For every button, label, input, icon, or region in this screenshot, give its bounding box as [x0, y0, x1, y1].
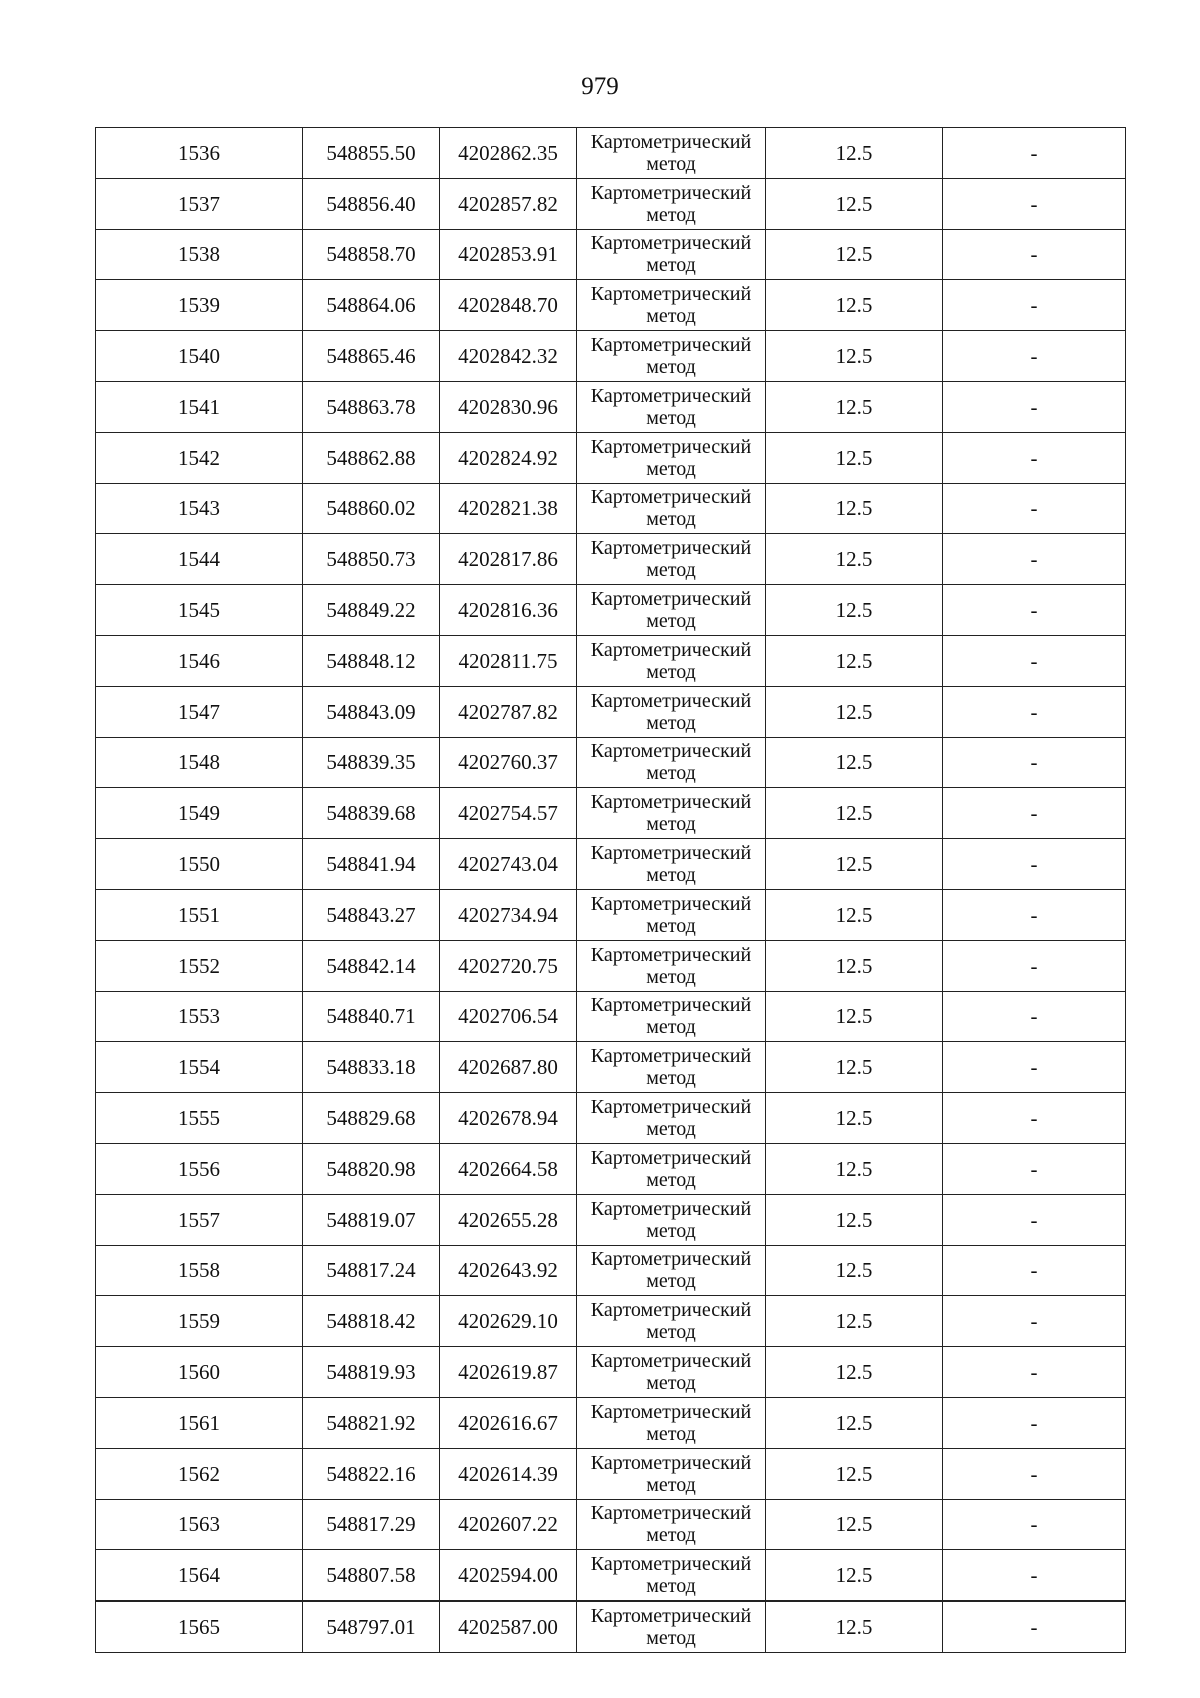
method-cell: [577, 1601, 766, 1652]
method-cell: [577, 128, 766, 179]
table-row: [96, 331, 1126, 382]
x-coordinate-cell: 548864.06: [303, 280, 440, 331]
method-cell: [577, 1245, 766, 1296]
accuracy-cell: 12.5: [766, 381, 943, 432]
method-line-1: Картометрический: [590, 1045, 752, 1068]
note-cell: -: [943, 128, 1126, 179]
accuracy-cell: 12.5: [766, 585, 943, 636]
table-row: [96, 280, 1126, 331]
point-number-cell: 1544: [96, 534, 303, 585]
method-line-1: Картометрический: [590, 1553, 752, 1576]
point-number-cell: 1540: [96, 331, 303, 382]
method-line-2: метод: [646, 1118, 696, 1141]
method-line-1: Картометрический: [590, 892, 752, 915]
point-number-cell: 1542: [96, 432, 303, 483]
point-number-cell: 1559: [96, 1296, 303, 1347]
point-number-cell: 1557: [96, 1194, 303, 1245]
x-coordinate-cell: 548843.09: [303, 686, 440, 737]
accuracy-cell: 12.5: [766, 1245, 943, 1296]
method-line-1: Картометрический: [590, 537, 752, 560]
method-line-1: Картометрический: [590, 1197, 752, 1220]
y-coordinate-cell: 4202811.75: [440, 635, 577, 686]
method-line-2: метод: [646, 1524, 696, 1547]
x-coordinate-cell: 548863.78: [303, 381, 440, 432]
method-line-2: метод: [646, 457, 696, 480]
note-cell: -: [943, 1601, 1126, 1652]
method-line-2: метод: [646, 1321, 696, 1344]
accuracy-cell: 12.5: [766, 1347, 943, 1398]
method-cell: [577, 940, 766, 991]
page-number: 979: [581, 73, 619, 100]
x-coordinate-cell: 548833.18: [303, 1042, 440, 1093]
point-number-cell: 1558: [96, 1245, 303, 1296]
accuracy-cell: 12.5: [766, 991, 943, 1042]
x-coordinate-cell: 548818.42: [303, 1296, 440, 1347]
accuracy-cell: 12.5: [766, 686, 943, 737]
table-row: [96, 1397, 1126, 1448]
accuracy-cell: 12.5: [766, 737, 943, 788]
method-line-1: Картометрический: [590, 334, 752, 357]
table-row: [96, 1194, 1126, 1245]
method-line-2: метод: [646, 1067, 696, 1090]
point-number-cell: 1548: [96, 737, 303, 788]
method-line-2: метод: [646, 1575, 696, 1598]
method-line-1: Картометрический: [590, 1400, 752, 1423]
method-cell: [577, 178, 766, 229]
x-coordinate-cell: 548850.73: [303, 534, 440, 585]
accuracy-cell: 12.5: [766, 1194, 943, 1245]
method-line-1: Картометрический: [590, 283, 752, 306]
method-cell: [577, 1397, 766, 1448]
note-cell: -: [943, 585, 1126, 636]
note-cell: -: [943, 1143, 1126, 1194]
table-row: [96, 432, 1126, 483]
method-line-2: метод: [646, 610, 696, 633]
accuracy-cell: 12.5: [766, 839, 943, 890]
method-line-2: метод: [646, 965, 696, 988]
accuracy-cell: 12.5: [766, 1448, 943, 1499]
y-coordinate-cell: 4202817.86: [440, 534, 577, 585]
note-cell: -: [943, 1448, 1126, 1499]
accuracy-cell: 12.5: [766, 1397, 943, 1448]
table-row: [96, 1347, 1126, 1398]
y-coordinate-cell: 4202787.82: [440, 686, 577, 737]
x-coordinate-cell: 548840.71: [303, 991, 440, 1042]
accuracy-cell: 12.5: [766, 280, 943, 331]
note-cell: -: [943, 889, 1126, 940]
method-line-2: метод: [646, 914, 696, 937]
method-cell: [577, 1347, 766, 1398]
x-coordinate-cell: 548839.68: [303, 788, 440, 839]
note-cell: -: [943, 331, 1126, 382]
x-coordinate-cell: 548839.35: [303, 737, 440, 788]
method-line-2: метод: [646, 508, 696, 531]
x-coordinate-cell: 548865.46: [303, 331, 440, 382]
method-line-2: метод: [646, 864, 696, 887]
method-line-1: Картометрический: [590, 842, 752, 865]
point-number-cell: 1545: [96, 585, 303, 636]
accuracy-cell: 12.5: [766, 1550, 943, 1601]
method-cell: [577, 1448, 766, 1499]
x-coordinate-cell: 548829.68: [303, 1093, 440, 1144]
y-coordinate-cell: 4202687.80: [440, 1042, 577, 1093]
point-number-cell: 1552: [96, 940, 303, 991]
x-coordinate-cell: 548841.94: [303, 839, 440, 890]
point-number-cell: 1537: [96, 178, 303, 229]
method-cell: [577, 1042, 766, 1093]
note-cell: -: [943, 737, 1126, 788]
accuracy-cell: 12.5: [766, 1601, 943, 1652]
method-line-1: Картометрический: [590, 232, 752, 255]
point-number-cell: 1539: [96, 280, 303, 331]
table-row: [96, 534, 1126, 585]
method-cell: [577, 1296, 766, 1347]
accuracy-cell: 12.5: [766, 940, 943, 991]
method-line-2: метод: [646, 1473, 696, 1496]
x-coordinate-cell: 548817.29: [303, 1499, 440, 1550]
method-line-1: Картометрический: [590, 1502, 752, 1525]
method-line-1: Картометрический: [590, 943, 752, 966]
note-cell: -: [943, 483, 1126, 534]
method-line-2: метод: [646, 406, 696, 429]
table-row: [96, 940, 1126, 991]
note-cell: -: [943, 1347, 1126, 1398]
method-line-2: метод: [646, 203, 696, 226]
x-coordinate-cell: 548849.22: [303, 585, 440, 636]
x-coordinate-cell: 548817.24: [303, 1245, 440, 1296]
table-row: [96, 788, 1126, 839]
y-coordinate-cell: 4202853.91: [440, 229, 577, 280]
method-cell: [577, 635, 766, 686]
note-cell: -: [943, 940, 1126, 991]
x-coordinate-cell: 548848.12: [303, 635, 440, 686]
accuracy-cell: 12.5: [766, 128, 943, 179]
note-cell: -: [943, 1499, 1126, 1550]
method-line-2: метод: [646, 1422, 696, 1445]
point-number-cell: 1564: [96, 1550, 303, 1601]
method-cell: [577, 686, 766, 737]
table-row: [96, 1499, 1126, 1550]
method-line-1: Картометрический: [590, 791, 752, 814]
method-line-2: метод: [646, 660, 696, 683]
x-coordinate-cell: 548843.27: [303, 889, 440, 940]
y-coordinate-cell: 4202760.37: [440, 737, 577, 788]
method-line-2: метод: [646, 762, 696, 785]
method-line-2: метод: [646, 254, 696, 277]
note-cell: -: [943, 839, 1126, 890]
point-number-cell: 1556: [96, 1143, 303, 1194]
point-number-cell: 1541: [96, 381, 303, 432]
method-cell: [577, 839, 766, 890]
method-line-2: метод: [646, 1168, 696, 1191]
accuracy-cell: 12.5: [766, 331, 943, 382]
method-cell: [577, 889, 766, 940]
method-cell: [577, 331, 766, 382]
y-coordinate-cell: 4202587.00: [440, 1601, 577, 1652]
table-row: [96, 991, 1126, 1042]
accuracy-cell: 12.5: [766, 1143, 943, 1194]
point-number-cell: 1551: [96, 889, 303, 940]
table-row: [96, 686, 1126, 737]
point-number-cell: 1538: [96, 229, 303, 280]
table-row: [96, 1550, 1126, 1601]
note-cell: -: [943, 788, 1126, 839]
y-coordinate-cell: 4202816.36: [440, 585, 577, 636]
y-coordinate-cell: 4202607.22: [440, 1499, 577, 1550]
x-coordinate-cell: 548862.88: [303, 432, 440, 483]
y-coordinate-cell: 4202678.94: [440, 1093, 577, 1144]
note-cell: -: [943, 229, 1126, 280]
y-coordinate-cell: 4202734.94: [440, 889, 577, 940]
point-number-cell: 1536: [96, 128, 303, 179]
method-line-1: Картометрический: [590, 1248, 752, 1271]
table-row: [96, 128, 1126, 179]
method-line-1: Картометрический: [590, 130, 752, 153]
note-cell: -: [943, 1397, 1126, 1448]
table-body: [96, 128, 1126, 1653]
table-row: [96, 1601, 1126, 1652]
method-line-2: метод: [646, 1270, 696, 1293]
y-coordinate-cell: 4202594.00: [440, 1550, 577, 1601]
y-coordinate-cell: 4202629.10: [440, 1296, 577, 1347]
table-row: [96, 1448, 1126, 1499]
x-coordinate-cell: 548797.01: [303, 1601, 440, 1652]
accuracy-cell: 12.5: [766, 534, 943, 585]
table-row: [96, 1143, 1126, 1194]
method-cell: [577, 585, 766, 636]
point-number-cell: 1561: [96, 1397, 303, 1448]
method-line-2: метод: [646, 305, 696, 328]
method-line-1: Картометрический: [590, 1299, 752, 1322]
table-row: [96, 381, 1126, 432]
method-cell: [577, 1550, 766, 1601]
y-coordinate-cell: 4202824.92: [440, 432, 577, 483]
method-line-1: Картометрический: [590, 1605, 752, 1627]
point-number-cell: 1550: [96, 839, 303, 890]
x-coordinate-cell: 548858.70: [303, 229, 440, 280]
method-line-1: Картометрический: [590, 1350, 752, 1373]
method-line-1: Картометрический: [590, 689, 752, 712]
note-cell: -: [943, 686, 1126, 737]
y-coordinate-cell: 4202614.39: [440, 1448, 577, 1499]
point-number-cell: 1543: [96, 483, 303, 534]
note-cell: -: [943, 381, 1126, 432]
y-coordinate-cell: 4202848.70: [440, 280, 577, 331]
accuracy-cell: 12.5: [766, 788, 943, 839]
y-coordinate-cell: 4202643.92: [440, 1245, 577, 1296]
method-line-1: Картометрический: [590, 1096, 752, 1119]
method-line-1: Картометрический: [590, 994, 752, 1017]
note-cell: -: [943, 1042, 1126, 1093]
table-row: [96, 635, 1126, 686]
table-row: [96, 1042, 1126, 1093]
method-line-1: Картометрический: [590, 435, 752, 458]
note-cell: -: [943, 1093, 1126, 1144]
accuracy-cell: 12.5: [766, 229, 943, 280]
method-cell: [577, 1143, 766, 1194]
note-cell: -: [943, 1296, 1126, 1347]
point-number-cell: 1565: [96, 1601, 303, 1652]
y-coordinate-cell: 4202743.04: [440, 839, 577, 890]
method-cell: [577, 1194, 766, 1245]
table-row: [96, 229, 1126, 280]
note-cell: -: [943, 1245, 1126, 1296]
table-row: [96, 1296, 1126, 1347]
method-line-2: метод: [646, 1016, 696, 1039]
x-coordinate-cell: 548820.98: [303, 1143, 440, 1194]
point-number-cell: 1554: [96, 1042, 303, 1093]
point-number-cell: 1555: [96, 1093, 303, 1144]
method-cell: [577, 1499, 766, 1550]
x-coordinate-cell: 548821.92: [303, 1397, 440, 1448]
y-coordinate-cell: 4202655.28: [440, 1194, 577, 1245]
y-coordinate-cell: 4202619.87: [440, 1347, 577, 1398]
y-coordinate-cell: 4202706.54: [440, 991, 577, 1042]
method-line-1: Картометрический: [590, 588, 752, 611]
method-line-1: Картометрический: [590, 486, 752, 509]
method-line-2: метод: [646, 1219, 696, 1242]
method-line-2: метод: [646, 1627, 696, 1649]
method-line-2: метод: [646, 559, 696, 582]
method-line-1: Картометрический: [590, 740, 752, 763]
method-cell: [577, 229, 766, 280]
method-cell: [577, 991, 766, 1042]
y-coordinate-cell: 4202616.67: [440, 1397, 577, 1448]
accuracy-cell: 12.5: [766, 635, 943, 686]
method-cell: [577, 534, 766, 585]
accuracy-cell: 12.5: [766, 1042, 943, 1093]
note-cell: -: [943, 1550, 1126, 1601]
accuracy-cell: 12.5: [766, 483, 943, 534]
x-coordinate-cell: 548860.02: [303, 483, 440, 534]
note-cell: -: [943, 280, 1126, 331]
y-coordinate-cell: 4202754.57: [440, 788, 577, 839]
note-cell: -: [943, 1194, 1126, 1245]
y-coordinate-cell: 4202857.82: [440, 178, 577, 229]
x-coordinate-cell: 548819.07: [303, 1194, 440, 1245]
method-line-1: Картометрический: [590, 1146, 752, 1169]
method-line-2: метод: [646, 1372, 696, 1395]
x-coordinate-cell: 548822.16: [303, 1448, 440, 1499]
y-coordinate-cell: 4202842.32: [440, 331, 577, 382]
x-coordinate-cell: 548842.14: [303, 940, 440, 991]
method-line-1: Картометрический: [590, 384, 752, 407]
accuracy-cell: 12.5: [766, 889, 943, 940]
accuracy-cell: 12.5: [766, 1296, 943, 1347]
point-number-cell: 1563: [96, 1499, 303, 1550]
y-coordinate-cell: 4202664.58: [440, 1143, 577, 1194]
method-cell: [577, 280, 766, 331]
table-row: [96, 483, 1126, 534]
y-coordinate-cell: 4202720.75: [440, 940, 577, 991]
accuracy-cell: 12.5: [766, 1499, 943, 1550]
accuracy-cell: 12.5: [766, 432, 943, 483]
note-cell: -: [943, 178, 1126, 229]
method-line-2: метод: [646, 711, 696, 734]
table-row: [96, 737, 1126, 788]
method-line-1: Картометрический: [590, 181, 752, 204]
x-coordinate-cell: 548819.93: [303, 1347, 440, 1398]
table-row: [96, 889, 1126, 940]
method-line-2: метод: [646, 813, 696, 836]
x-coordinate-cell: 548807.58: [303, 1550, 440, 1601]
method-cell: [577, 432, 766, 483]
table-row: [96, 178, 1126, 229]
y-coordinate-cell: 4202821.38: [440, 483, 577, 534]
point-number-cell: 1553: [96, 991, 303, 1042]
point-number-cell: 1560: [96, 1347, 303, 1398]
method-cell: [577, 737, 766, 788]
coordinates-table: [95, 127, 1126, 1653]
x-coordinate-cell: 548856.40: [303, 178, 440, 229]
point-number-cell: 1547: [96, 686, 303, 737]
method-cell: [577, 381, 766, 432]
table-row: [96, 1245, 1126, 1296]
y-coordinate-cell: 4202830.96: [440, 381, 577, 432]
note-cell: -: [943, 635, 1126, 686]
note-cell: -: [943, 534, 1126, 585]
y-coordinate-cell: 4202862.35: [440, 128, 577, 179]
note-cell: -: [943, 432, 1126, 483]
method-cell: [577, 788, 766, 839]
table-row: [96, 585, 1126, 636]
table-row: [96, 839, 1126, 890]
accuracy-cell: 12.5: [766, 178, 943, 229]
method-cell: [577, 483, 766, 534]
method-line-2: метод: [646, 356, 696, 379]
note-cell: -: [943, 991, 1126, 1042]
method-line-2: метод: [646, 152, 696, 175]
table-row: [96, 1093, 1126, 1144]
x-coordinate-cell: 548855.50: [303, 128, 440, 179]
point-number-cell: 1562: [96, 1448, 303, 1499]
point-number-cell: 1549: [96, 788, 303, 839]
method-cell: [577, 1093, 766, 1144]
method-line-1: Картометрический: [590, 638, 752, 661]
accuracy-cell: 12.5: [766, 1093, 943, 1144]
point-number-cell: 1546: [96, 635, 303, 686]
method-line-1: Картометрический: [590, 1451, 752, 1474]
